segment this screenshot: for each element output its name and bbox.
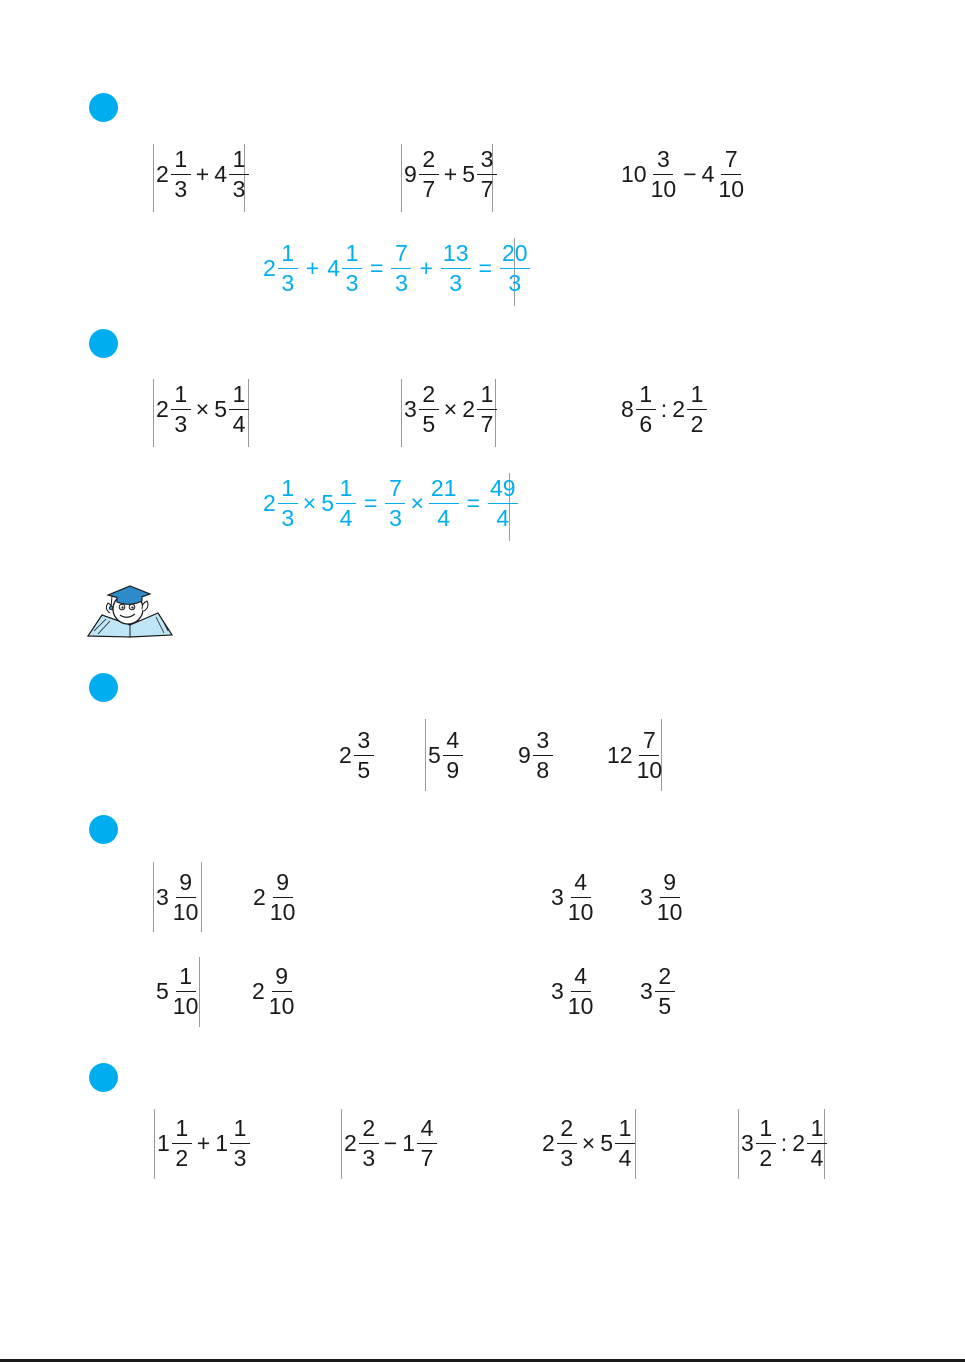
divider [341, 1109, 342, 1179]
numerator: 1 [278, 477, 298, 504]
operator: × [443, 396, 458, 422]
numerator: 1 [278, 242, 298, 269]
mixed-number [251, 965, 297, 1018]
whole-number: 1 [157, 1130, 170, 1156]
expression [403, 383, 498, 436]
denominator: 3 [232, 176, 246, 202]
whole-number: 2 [792, 1130, 805, 1156]
denominator: 4 [339, 505, 353, 531]
denominator: 4 [437, 505, 451, 531]
divider [153, 379, 154, 447]
whole-number: 1 [215, 1130, 229, 1156]
denominator: 6 [639, 411, 653, 437]
whole-number: 12 [607, 742, 633, 768]
divider [153, 862, 154, 932]
whole-number: 2 [156, 396, 169, 422]
numerator: 1 [342, 242, 362, 269]
denominator: 3 [362, 1145, 376, 1171]
bullet-icon [89, 329, 118, 358]
whole-number: 5 [428, 742, 441, 768]
numerator: 1 [171, 383, 191, 410]
denominator: 9 [446, 757, 460, 783]
denominator: 7 [480, 411, 494, 437]
whole-number: 3 [156, 884, 169, 910]
whole-number: 2 [253, 884, 266, 910]
operator: + [443, 161, 458, 187]
worked-example [262, 242, 531, 295]
numerator: 3 [533, 729, 553, 756]
expression [541, 1117, 636, 1170]
operator: × [195, 396, 210, 422]
fraction [336, 477, 356, 530]
equals-sign: = [364, 490, 378, 516]
numerator: 1 [807, 1117, 827, 1144]
fraction [615, 1117, 635, 1170]
denominator: 7 [480, 176, 494, 202]
mixed-number [639, 965, 676, 1018]
denominator: 5 [357, 757, 371, 783]
numerator: 1 [477, 383, 497, 410]
fraction [635, 729, 665, 782]
fraction [533, 729, 553, 782]
whole-number: 3 [741, 1130, 754, 1156]
mixed-number [550, 965, 596, 1018]
operator: + [419, 255, 433, 281]
fraction [230, 1117, 250, 1170]
numerator: 7 [385, 477, 405, 504]
fraction [385, 477, 405, 530]
fraction [417, 1117, 437, 1170]
fraction [441, 242, 471, 295]
fraction [268, 871, 298, 924]
denominator: 10 [269, 899, 296, 925]
denominator: 7 [420, 1145, 434, 1171]
numerator: 1 [172, 1117, 192, 1144]
fraction [716, 148, 746, 201]
denominator: 10 [172, 899, 199, 925]
graduate-mascot-icon [86, 581, 174, 639]
fraction [278, 242, 298, 295]
whole-number: 9 [404, 161, 417, 187]
denominator: 3 [449, 270, 463, 296]
numerator: 9 [273, 871, 293, 898]
whole-number: 4 [327, 255, 341, 281]
numerator: 3 [653, 148, 673, 175]
operator: × [581, 1130, 596, 1156]
denominator: 10 [567, 993, 594, 1019]
denominator: 2 [690, 411, 704, 437]
fraction [566, 871, 596, 924]
fraction [267, 965, 297, 1018]
divider [401, 144, 402, 212]
numerator: 1 [230, 1117, 250, 1144]
whole-number: 4 [701, 161, 715, 187]
operator: × [302, 490, 317, 516]
fraction [443, 729, 463, 782]
fraction [636, 383, 656, 436]
numerator: 1 [756, 1117, 776, 1144]
mixed-number [427, 729, 464, 782]
numerator: 9 [272, 965, 292, 992]
numerator: 2 [419, 148, 439, 175]
denominator: 3 [281, 270, 295, 296]
denominator: 10 [268, 993, 295, 1019]
numerator: 2 [419, 383, 439, 410]
bullet-icon [89, 93, 118, 122]
numerator: 9 [176, 871, 196, 898]
mixed-number [550, 871, 596, 924]
denominator: 5 [658, 993, 672, 1019]
operator: : [660, 396, 668, 422]
numerator: 1 [615, 1117, 635, 1144]
denominator: 5 [422, 411, 436, 437]
whole-number: 3 [551, 978, 564, 1004]
whole-number: 2 [263, 255, 276, 281]
numerator: 13 [441, 242, 471, 269]
numerator: 7 [391, 242, 411, 269]
fraction [278, 477, 298, 530]
denominator: 10 [650, 176, 677, 202]
mixed-number [252, 871, 298, 924]
whole-number: 2 [263, 490, 276, 516]
bullet-icon [89, 673, 118, 702]
numerator: 1 [229, 383, 249, 410]
numerator: 2 [557, 1117, 577, 1144]
numerator: 7 [721, 148, 741, 175]
whole-number: 9 [518, 742, 531, 768]
operator: − [683, 161, 697, 187]
fraction [391, 242, 411, 295]
numerator: 49 [488, 477, 518, 504]
whole-number: 5 [321, 490, 335, 516]
fraction [342, 242, 362, 295]
operator: + [305, 255, 320, 281]
whole-number: 2 [672, 396, 685, 422]
denominator: 10 [718, 176, 745, 202]
numerator: 1 [176, 965, 196, 992]
worked-example [262, 477, 519, 530]
expression [620, 383, 708, 436]
numerator: 1 [229, 148, 249, 175]
fraction [171, 871, 201, 924]
whole-number: 3 [404, 396, 417, 422]
fraction [172, 1117, 192, 1170]
fraction [229, 383, 249, 436]
fraction [655, 871, 685, 924]
denominator: 3 [508, 270, 522, 296]
denominator: 2 [759, 1145, 773, 1171]
denominator: 3 [174, 411, 188, 437]
whole-number: 2 [462, 396, 476, 422]
denominator: 7 [422, 176, 436, 202]
numerator: 4 [417, 1117, 437, 1144]
mixed-number [639, 871, 685, 924]
denominator: 4 [618, 1145, 632, 1171]
operator: : [780, 1130, 788, 1156]
expression [620, 148, 747, 201]
equals-sign: = [466, 490, 480, 516]
divider [738, 1109, 739, 1179]
fraction [756, 1117, 776, 1170]
denominator: 3 [395, 270, 408, 296]
fraction [171, 148, 191, 201]
whole-number: 2 [542, 1130, 555, 1156]
whole-number: 5 [462, 161, 476, 187]
denominator: 4 [232, 411, 246, 437]
whole-number: 5 [600, 1130, 614, 1156]
whole-number: 3 [551, 884, 564, 910]
fraction [419, 148, 439, 201]
numerator: 1 [171, 148, 191, 175]
whole-number: 5 [214, 396, 228, 422]
fraction [171, 965, 201, 1018]
numerator: 21 [429, 477, 459, 504]
fraction [655, 965, 675, 1018]
whole-number: 5 [156, 978, 169, 1004]
fraction [477, 148, 497, 201]
mixed-number [517, 729, 554, 782]
fraction [649, 148, 679, 201]
denominator: 4 [496, 505, 510, 531]
fraction [229, 148, 249, 201]
denominator: 3 [560, 1145, 574, 1171]
expression [155, 383, 250, 436]
operator: × [410, 490, 424, 516]
equals-sign: = [370, 255, 384, 281]
mixed-number [606, 729, 665, 782]
denominator: 3 [174, 176, 188, 202]
numerator: 1 [336, 477, 356, 504]
denominator: 10 [567, 899, 594, 925]
whole-number: 2 [252, 978, 265, 1004]
denominator: 3 [389, 505, 402, 531]
denominator: 4 [810, 1145, 824, 1171]
denominator: 10 [172, 993, 199, 1019]
whole-number: 2 [156, 161, 169, 187]
expression [740, 1117, 828, 1170]
operator: + [196, 1130, 211, 1156]
whole-number: 3 [640, 884, 653, 910]
fraction [807, 1117, 827, 1170]
numerator: 4 [443, 729, 463, 756]
numerator: 3 [354, 729, 374, 756]
fraction [171, 383, 191, 436]
mixed-number [338, 729, 375, 782]
mixed-number [155, 871, 201, 924]
numerator: 4 [571, 965, 591, 992]
denominator: 10 [636, 757, 663, 783]
whole-number: 4 [214, 161, 228, 187]
fraction [557, 1117, 577, 1170]
numerator: 20 [500, 242, 530, 269]
numerator: 2 [359, 1117, 379, 1144]
whole-number: 2 [339, 742, 352, 768]
fraction [477, 383, 497, 436]
fraction [354, 729, 374, 782]
whole-number: 3 [640, 978, 653, 1004]
equals-sign: = [478, 255, 492, 281]
mixed-number [155, 965, 201, 1018]
whole-number: 1 [402, 1130, 416, 1156]
operator: − [383, 1130, 398, 1156]
numerator: 3 [477, 148, 497, 175]
expression [155, 148, 250, 201]
divider [425, 719, 426, 791]
numerator: 1 [636, 383, 656, 410]
numerator: 7 [639, 729, 659, 756]
divider [401, 379, 402, 447]
denominator: 3 [345, 270, 359, 296]
denominator: 10 [656, 899, 683, 925]
bullet-icon [89, 1063, 118, 1092]
expression [343, 1117, 438, 1170]
bullet-icon [89, 815, 118, 844]
fraction [419, 383, 439, 436]
numerator: 4 [571, 871, 591, 898]
denominator: 3 [233, 1145, 247, 1171]
operator: + [195, 161, 210, 187]
numerator: 9 [660, 871, 680, 898]
denominator: 8 [536, 757, 550, 783]
whole-number: 2 [344, 1130, 357, 1156]
fraction [500, 242, 530, 295]
fraction [488, 477, 518, 530]
numerator: 2 [655, 965, 675, 992]
expression [156, 1117, 251, 1170]
denominator: 2 [175, 1145, 189, 1171]
denominator: 3 [281, 505, 295, 531]
fraction [566, 965, 596, 1018]
expression [403, 148, 498, 201]
divider [154, 1109, 155, 1179]
numerator: 1 [687, 383, 707, 410]
whole-number: 8 [621, 396, 634, 422]
fraction [359, 1117, 379, 1170]
whole-number: 10 [621, 161, 647, 187]
divider [153, 144, 154, 212]
fraction [687, 383, 707, 436]
fraction [429, 477, 459, 530]
